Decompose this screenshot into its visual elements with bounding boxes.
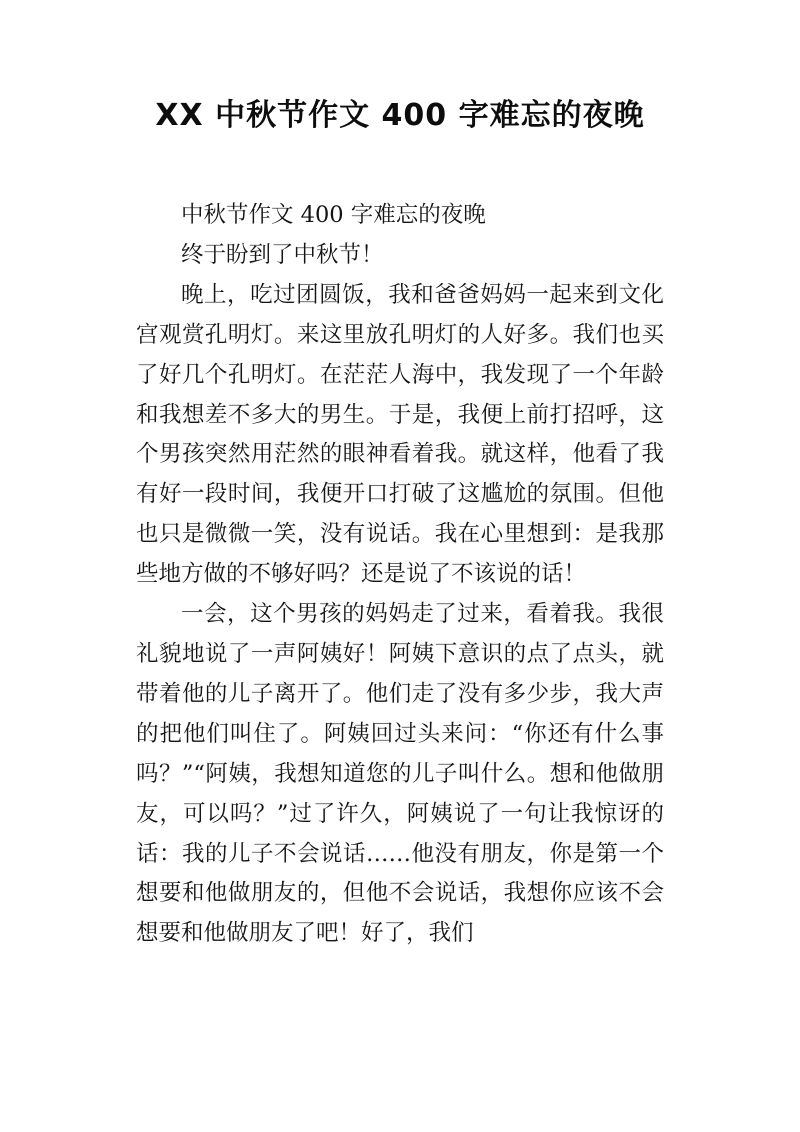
body-paragraph: 晚上，吃过团圆饭，我和爸爸妈妈一起来到文化宫观赏孔明灯。来这里放孔明灯的人好多。我们也买了好几个孔明灯。在茫茫人海中，我发现了一个年龄和我想差不多大的男生。于是，我便上前打招呼，这个男孩突然用茫然的眼神看着我。就这样，他看了我有好一段时间，我便开口打破了这尴尬的氛围。但他也只是微微一笑，没有说话。我在心里想到：是我那些地方做的不够好吗？还是说了不该说的话！ xyxy=(136,281,664,588)
subtitle-paragraph: 中秋节作文 400 字难忘的夜晚 xyxy=(181,202,486,228)
document-title: XX 中秋节作文 400 字难忘的夜晚 xyxy=(155,98,645,133)
document-body xyxy=(136,196,664,954)
body-paragraph: 一会，这个男孩的妈妈走了过来，看着我。我很礼貌地说了一声阿姨好！阿姨下意识的点了点头，就带着他的儿子离开了。他们走了没有多少步，我大声的把他们叫住了。阿姨回过头来问：“你还有什么事吗？”“阿姨，我想知道您的儿子叫什么。想和他做朋友，可以吗？”过了许久，阿姨说了一句让我惊讶的话：我的儿子不会说话……他没有朋友，你是第一个想要和他做朋友的，但他不会说话，我想你应该不会想要和他做朋友了吧！好了，我们 xyxy=(136,601,664,947)
body-paragraph: 终于盼到了中秋节！ xyxy=(181,241,384,268)
